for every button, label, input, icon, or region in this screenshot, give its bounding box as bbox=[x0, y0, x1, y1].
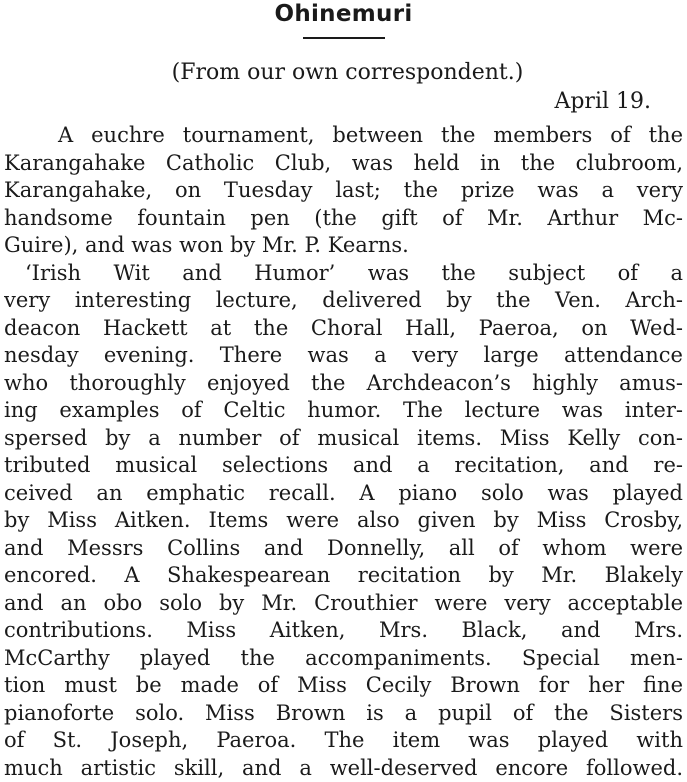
paragraph-2-line-16: tion must be made of Miss Cecily Brown for her fine bbox=[4, 672, 683, 700]
paragraph-2-line-19: much artistic skill, and a well-deserved encore followed. bbox=[4, 755, 683, 782]
article-body bbox=[4, 122, 683, 782]
paragraph-2-line-3: deacon Hackett at the Choral Hall, Paeroa, on Wed- bbox=[4, 315, 683, 343]
paragraph-2-line-7: spersed by a number of musical items. Miss Kelly con- bbox=[4, 425, 683, 453]
paragraph-2-line-6: ing examples of Celtic humor. The lecture was inter- bbox=[4, 397, 683, 425]
paragraph-2-line-4: nesday evening. There was a very large attendance bbox=[4, 342, 683, 370]
paragraph-2-line-1: ‘Irish Wit and Humor’ was the subject of a bbox=[4, 260, 683, 288]
paragraph-1-line-4: handsome fountain pen (the gift of Mr. Arthur Mc- bbox=[4, 205, 683, 233]
paragraph-1-line-1: A euchre tournament, between the members of the bbox=[4, 122, 683, 150]
paragraph-2-line-2: very interesting lecture, delivered by the Ven. Arch- bbox=[4, 287, 683, 315]
paragraph-2-line-8: tributed musical selections and a recitation, and re- bbox=[4, 452, 683, 480]
paragraph-2-line-5: who thoroughly enjoyed the Archdeacon’s highly amus- bbox=[4, 370, 683, 398]
article-byline: (From our own correspondent.) bbox=[0, 59, 687, 87]
paragraph-2-line-11: and Messrs Collins and Donnelly, all of whom were bbox=[4, 535, 683, 563]
article-dateline: April 19. bbox=[554, 88, 651, 116]
paragraph-1-line-3: Karangahake, on Tuesday last; the prize was a very bbox=[4, 177, 683, 205]
paragraph-2-line-15: McCarthy played the accompaniments. Special men- bbox=[4, 645, 683, 673]
paragraph-2-line-17: pianoforte solo. Miss Brown is a pupil of the Sisters bbox=[4, 700, 683, 728]
paragraph-2-line-10: by Miss Aitken. Items were also given by Miss Crosby, bbox=[4, 507, 683, 535]
paragraph-1-line-2: Karangahake Catholic Club, was held in the clubroom, bbox=[4, 150, 683, 178]
paragraph-2-line-13: and an obo solo by Mr. Crouthier were very acceptable bbox=[4, 590, 683, 618]
paragraph-2-line-14: contributions. Miss Aitken, Mrs. Black, and Mrs. bbox=[4, 617, 683, 645]
paragraph-2-line-18: of St. Joseph, Paeroa. The item was played with bbox=[4, 727, 683, 755]
paragraph-2-line-12: encored. A Shakespearean recitation by Mr. Blakely bbox=[4, 562, 683, 590]
article-headline: Ohinemuri bbox=[0, 0, 687, 28]
headline-rule bbox=[303, 37, 385, 39]
paragraph-2-line-9: ceived an emphatic recall. A piano solo was played bbox=[4, 480, 683, 508]
paragraph-1-line-5: Guire), and was won by Mr. P. Kearns. bbox=[4, 232, 683, 260]
